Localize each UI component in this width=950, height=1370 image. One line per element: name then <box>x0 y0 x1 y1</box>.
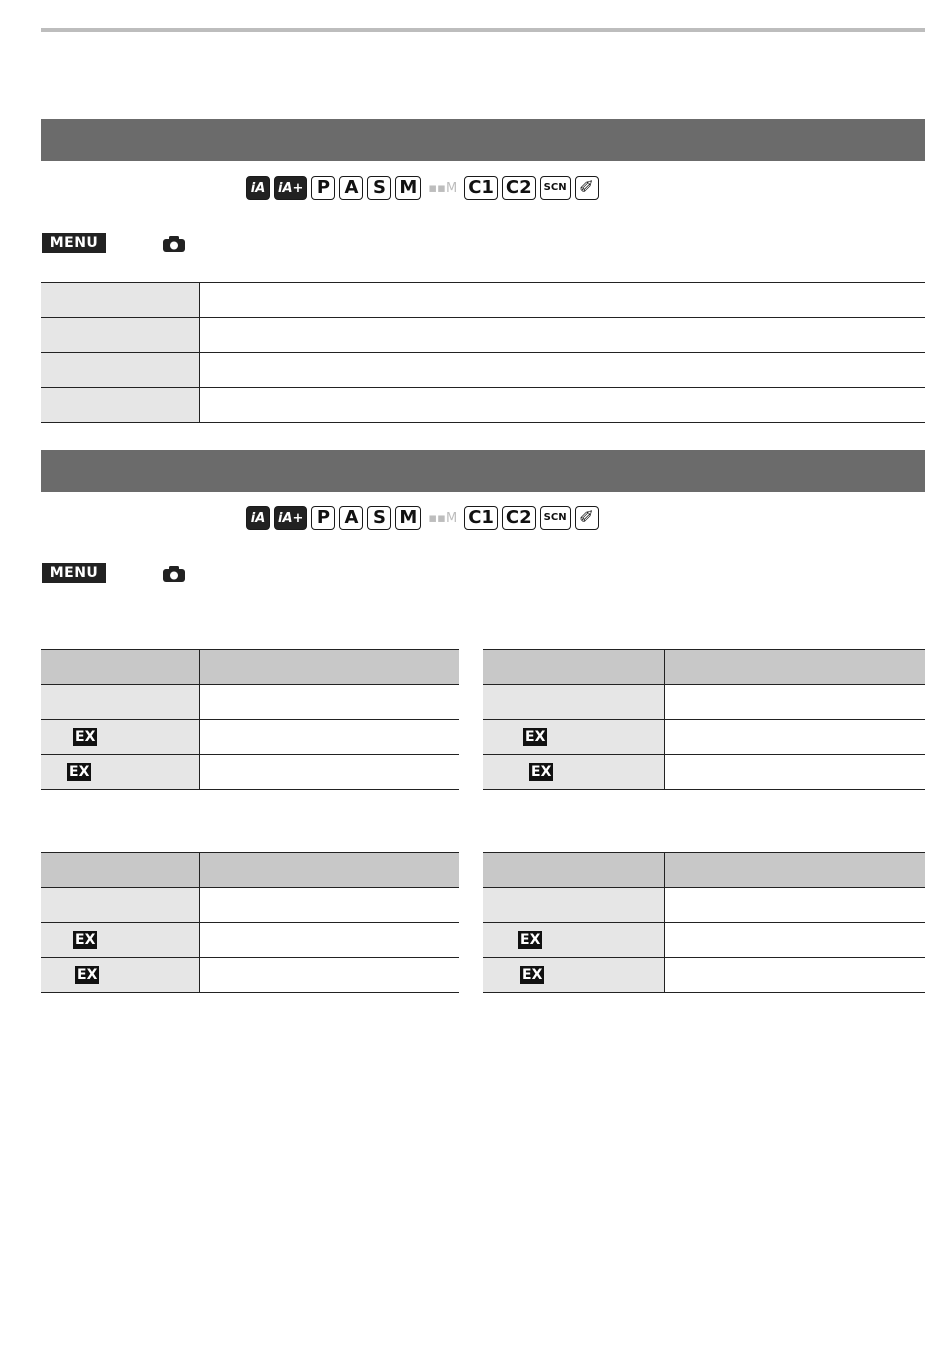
table-row <box>41 685 459 720</box>
intelligent-auto-plus-icon: iA+ <box>274 506 307 530</box>
scene-guide-icon: SCN <box>540 506 571 530</box>
row-label <box>41 388 199 423</box>
header-cell <box>664 650 925 685</box>
row-value <box>199 720 459 755</box>
row-label <box>483 923 664 958</box>
size-table-top-right <box>483 649 925 790</box>
intelligent-auto-icon: iA <box>246 176 270 200</box>
row-label <box>41 755 199 790</box>
section-heading-bar <box>41 119 925 161</box>
manual-mode-icon: M <box>395 176 421 200</box>
row-label <box>41 685 199 720</box>
row-value <box>664 720 925 755</box>
table-header-row <box>41 650 459 685</box>
table-row <box>41 888 459 923</box>
ex-tele-conversion-icon: EX <box>69 763 90 780</box>
row-value <box>664 958 925 993</box>
intelligent-auto-icon: iA <box>246 506 270 530</box>
camera-icon <box>162 235 186 253</box>
aperture-priority-icon: A <box>339 176 363 200</box>
custom-2-icon: C2 <box>502 176 536 200</box>
shutter-priority-icon: S <box>367 176 391 200</box>
camera-icon <box>162 565 186 583</box>
program-mode-icon: P <box>311 176 335 200</box>
creative-video-mode-icon: ▪▪ M <box>428 180 458 196</box>
row-value <box>199 958 459 993</box>
intelligent-auto-plus-icon: iA+ <box>274 176 307 200</box>
ex-tele-conversion-icon: EX <box>525 728 546 745</box>
row-value <box>199 388 925 423</box>
row-value <box>664 923 925 958</box>
scene-guide-icon: SCN <box>540 176 571 200</box>
program-mode-icon: P <box>311 506 335 530</box>
row-value <box>199 755 459 790</box>
custom-1-icon: C1 <box>464 176 498 200</box>
row-label <box>41 283 199 318</box>
row-value <box>664 755 925 790</box>
row-label <box>41 888 199 923</box>
row-label <box>483 958 664 993</box>
header-cell <box>199 853 459 888</box>
ex-tele-conversion-icon: EX <box>531 763 552 780</box>
row-label <box>41 353 199 388</box>
ex-tele-conversion-icon: EX <box>522 966 543 983</box>
table-row <box>41 923 459 958</box>
size-table-bottom-right <box>483 852 925 993</box>
creative-control-icon: ✐ <box>575 506 599 530</box>
ex-tele-conversion-icon: EX <box>520 931 541 948</box>
table-row <box>483 685 925 720</box>
header-cell <box>664 853 925 888</box>
table-row <box>483 720 925 755</box>
header-cell <box>483 853 664 888</box>
table-header-row <box>41 853 459 888</box>
row-value <box>199 353 925 388</box>
row-value <box>199 318 925 353</box>
table-row <box>483 755 925 790</box>
size-table-top-left <box>41 649 459 790</box>
table-row <box>41 318 925 353</box>
ex-tele-conversion-icon: EX <box>75 931 96 948</box>
ex-tele-conversion-icon: EX <box>77 966 98 983</box>
table-header-row <box>483 853 925 888</box>
header-cell <box>483 650 664 685</box>
table-row <box>483 958 925 993</box>
shutter-priority-icon: S <box>367 506 391 530</box>
aperture-priority-icon: A <box>339 506 363 530</box>
creative-control-icon: ✐ <box>575 176 599 200</box>
table-row <box>483 888 925 923</box>
row-value <box>199 888 459 923</box>
row-label <box>41 923 199 958</box>
menu-button-icon: MENU <box>42 563 106 583</box>
custom-2-icon: C2 <box>502 506 536 530</box>
ex-tele-conversion-icon: EX <box>75 728 96 745</box>
header-cell <box>41 650 199 685</box>
header-cell <box>41 853 199 888</box>
table-row <box>41 353 925 388</box>
table-row <box>41 720 459 755</box>
row-label <box>41 720 199 755</box>
row-value <box>664 888 925 923</box>
row-value <box>199 283 925 318</box>
table-row <box>41 755 459 790</box>
table-row <box>41 958 459 993</box>
size-table-bottom-left <box>41 852 459 993</box>
menu-button-icon: MENU <box>42 233 106 253</box>
row-label <box>483 888 664 923</box>
custom-1-icon: C1 <box>464 506 498 530</box>
mode-icon-row <box>246 174 599 202</box>
table-row <box>41 283 925 318</box>
settings-table <box>41 282 925 423</box>
table-header-row <box>483 650 925 685</box>
section-heading-bar <box>41 450 925 492</box>
row-value <box>199 685 459 720</box>
mode-icon-row <box>246 504 599 532</box>
row-value <box>664 685 925 720</box>
row-label <box>483 685 664 720</box>
page-top-rule <box>41 28 925 32</box>
manual-mode-icon: M <box>395 506 421 530</box>
creative-video-mode-icon: ▪▪ M <box>428 510 458 526</box>
row-value <box>199 923 459 958</box>
header-cell <box>199 650 459 685</box>
table-row <box>41 388 925 423</box>
row-label <box>41 318 199 353</box>
row-label <box>483 720 664 755</box>
row-label <box>41 958 199 993</box>
row-label <box>483 755 664 790</box>
table-row <box>483 923 925 958</box>
